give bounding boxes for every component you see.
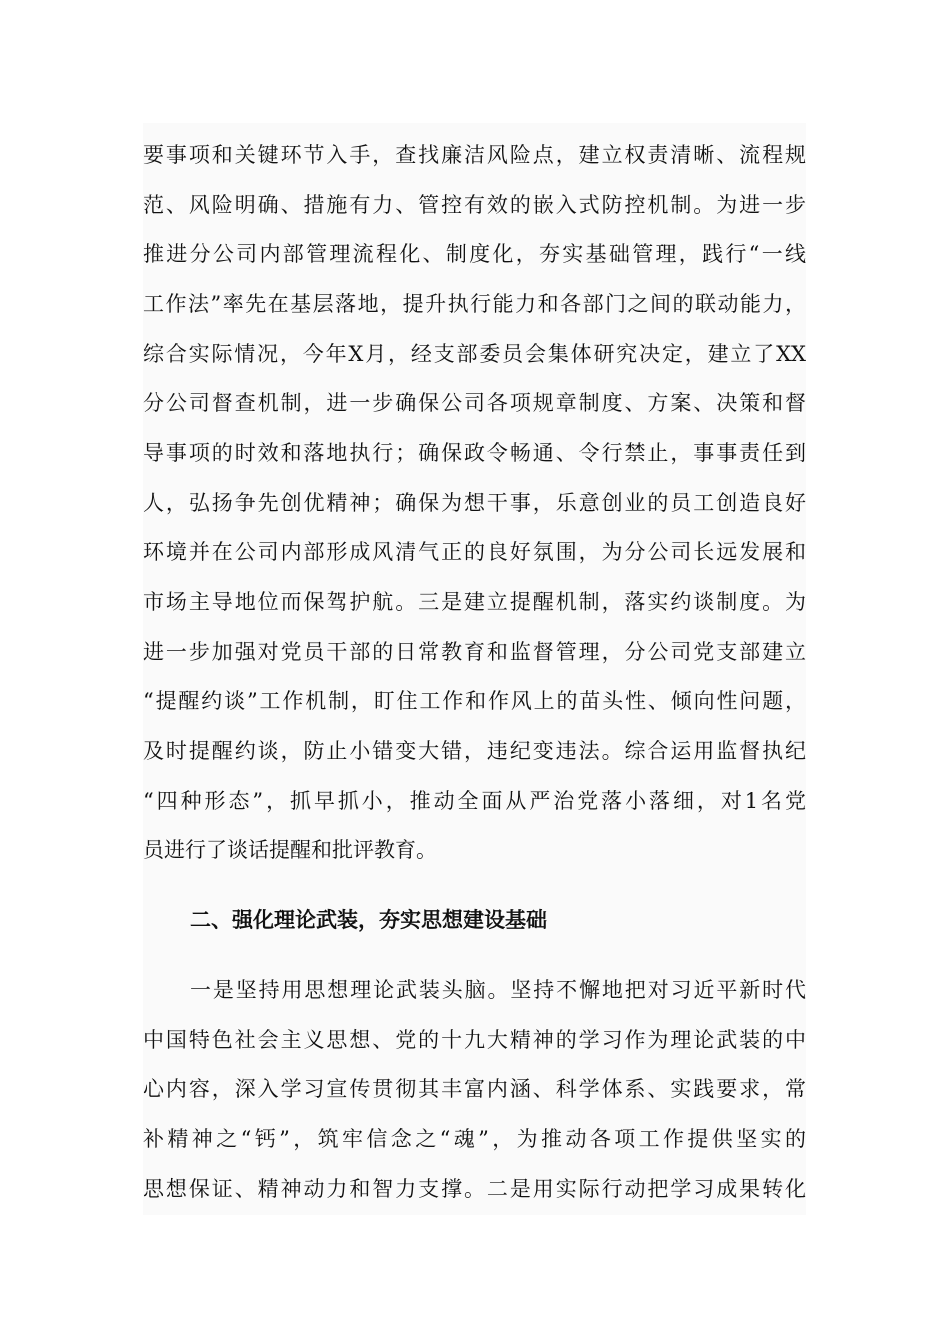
paragraph-line: 范、风险明确、措施有力、管控有效的嵌入式防控机制。为进一步	[143, 193, 806, 217]
paragraph-line: 综合实际情况，今年X月，经支部委员会集体研究决定，建立了XX	[143, 342, 806, 366]
paragraph-line: 员进行了谈话提醒和批评教育。	[143, 838, 437, 862]
paragraph-line: 进一步加强对党员干部的日常教育和监督管理，分公司党支部建立	[143, 640, 806, 664]
paragraph-line: 中国特色社会主义思想、党的十九大精神的学习作为理论武装的中	[143, 1028, 806, 1052]
paragraph-line: 导事项的时效和落地执行；确保政令畅通、令行禁止，事事责任到	[143, 441, 806, 465]
paragraph-line: 思想保证、精神动力和智力支撑。二是用实际行动把学习成果转化	[143, 1177, 806, 1201]
paragraph-line: 推进分公司内部管理流程化、制度化，夯实基础管理，践行“一线	[143, 242, 806, 266]
document-text-block	[143, 123, 806, 1215]
paragraph-line: 补精神之“钙”，筑牢信念之“魂”，为推动各项工作提供坚实的	[143, 1127, 806, 1151]
paragraph-line: “提醒约谈”工作机制，盯住工作和作风上的苗头性、倾向性问题，	[143, 689, 806, 713]
paragraph-line: 心内容，深入学习宣传贯彻其丰富内涵、科学体系、实践要求，常	[143, 1077, 806, 1101]
paragraph-line: “四种形态”，抓早抓小，推动全面从严治党落小落细，对1名党	[143, 789, 806, 813]
paragraph-line: 工作法”率先在基层落地，提升执行能力和各部门之间的联动能力，	[143, 292, 806, 316]
section-heading: 二、强化理论武装，夯实思想建设基础	[190, 907, 547, 932]
paragraph-line: 环境并在公司内部形成风清气正的良好氛围，为分公司长远发展和	[143, 540, 806, 564]
paragraph-line: 一是坚持用思想理论武装头脑。坚持不懈地把对习近平新时代	[190, 978, 806, 1002]
paragraph-line: 市场主导地位而保驾护航。三是建立提醒机制，落实约谈制度。为	[143, 590, 806, 614]
paragraph-line: 及时提醒约谈，防止小错变大错，违纪变违法。综合运用监督执纪	[143, 739, 806, 763]
paragraph-line: 人，弘扬争先创优精神；确保为想干事，乐意创业的员工创造良好	[143, 491, 806, 515]
paragraph-line: 要事项和关键环节入手，查找廉洁风险点，建立权责清晰、流程规	[143, 143, 806, 167]
paragraph-line: 分公司督查机制，进一步确保公司各项规章制度、方案、决策和督	[143, 391, 806, 415]
